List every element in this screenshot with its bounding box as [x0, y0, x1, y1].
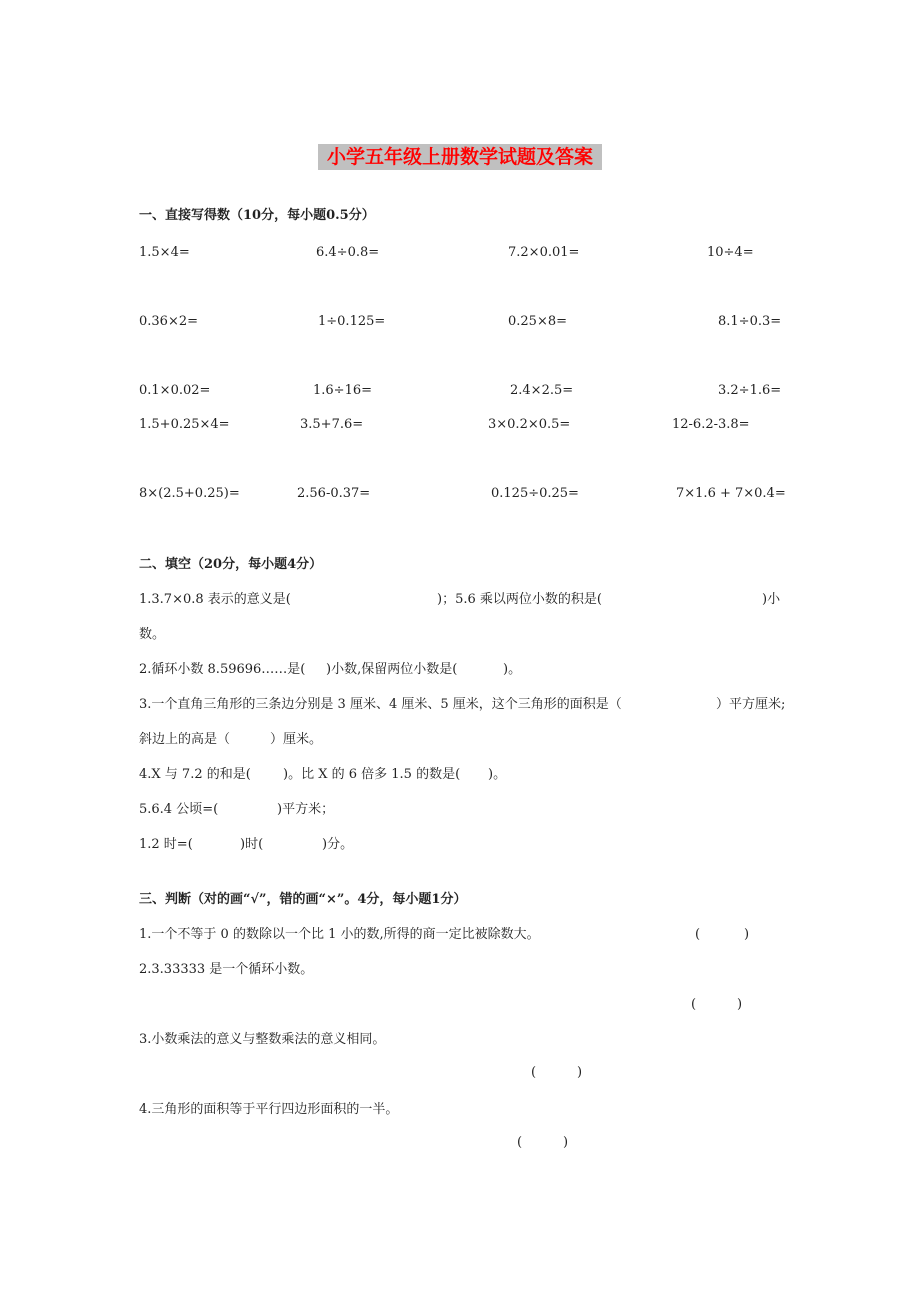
fill-q4-text: )。比 X 的 6 倍多 1.5 的数是(: [283, 767, 461, 782]
calculation-item: 0.25×8=: [508, 314, 568, 329]
section-1-heading: 一、直接写得数（10分，每小题0.5分）: [139, 208, 375, 223]
calculation-item: 1.6÷16=: [313, 383, 373, 398]
calculation-item: 0.125÷0.25=: [491, 486, 579, 501]
fill-q5-text: 5.6.4 公顷=(: [139, 802, 219, 817]
calculation-item: 7.2×0.01=: [508, 245, 580, 260]
calculation-item: 2.56-0.37=: [297, 486, 371, 501]
fill-q6-text: )分。: [322, 837, 354, 852]
section-2-heading: 二、填空（20分，每小题4分）: [139, 557, 323, 572]
answer-paren-open: (: [517, 1135, 523, 1150]
calculation-item: 3×0.2×0.5=: [488, 417, 571, 432]
answer-paren-open: (: [695, 927, 701, 942]
section-3-heading: 三、判断（对的画“√”，错的画“×”。4分，每小题1分）: [139, 892, 467, 907]
answer-paren-close: ): [744, 927, 750, 942]
fill-q4-text: 4.X 与 7.2 的和是(: [139, 767, 251, 782]
fill-q6-text: )时(: [240, 837, 264, 852]
judge-q1: 1.一个不等于 0 的数除以一个比 1 小的数,所得的商一定比被除数大。: [139, 927, 540, 942]
fill-q1-text: 数。: [139, 627, 166, 642]
calculation-item: 10÷4=: [707, 245, 754, 260]
calculation-item: 8×(2.5+0.25)=: [139, 486, 240, 501]
answer-paren-open: (: [531, 1065, 537, 1080]
fill-q1-text: )；5.6 乘以两位小数的积是(: [437, 592, 602, 607]
fill-q6-text: 1.2 时=(: [139, 837, 193, 852]
calculation-item: 12-6.2-3.8=: [672, 417, 750, 432]
judge-q4: 4.三角形的面积等于平行四边形面积的一半。: [139, 1102, 399, 1117]
fill-q5-text: )平方米；: [277, 802, 335, 817]
calculation-item: 0.36×2=: [139, 314, 199, 329]
fill-q2-text: 2.循环小数 8.59696……是(: [139, 662, 306, 677]
answer-paren-open: (: [691, 997, 697, 1012]
judge-q2: 2.3.33333 是一个循环小数。: [139, 962, 314, 977]
fill-q3-text: ）平方厘米;: [716, 697, 786, 712]
fill-q3-text: 3.一个直角三角形的三条边分别是 3 厘米、4 厘米、5 厘米，这个三角形的面积是（: [139, 697, 622, 712]
fill-q2-text: )。: [503, 662, 522, 677]
calculation-item: 2.4×2.5=: [510, 383, 574, 398]
calculation-item: 3.2÷1.6=: [718, 383, 782, 398]
fill-q4-text: )。: [488, 767, 507, 782]
fill-q3-text: ）厘米。: [270, 732, 323, 747]
calculation-item: 1.5×4=: [139, 245, 190, 260]
calculation-item: 1.5+0.25×4=: [139, 417, 230, 432]
page-title: 小学五年级上册数学试题及答案: [318, 144, 602, 170]
calculation-item: 3.5+7.6=: [300, 417, 364, 432]
calculation-item: 0.1×0.02=: [139, 383, 211, 398]
fill-q1-text: )小: [762, 592, 781, 607]
answer-paren-close: ): [563, 1135, 569, 1150]
answer-paren-close: ): [577, 1065, 583, 1080]
calculation-item: 8.1÷0.3=: [718, 314, 782, 329]
answer-paren-close: ): [737, 997, 743, 1012]
calculation-item: 6.4÷0.8=: [316, 245, 380, 260]
fill-q3-text: 斜边上的高是（: [139, 732, 231, 747]
calculation-item: 1÷0.125=: [318, 314, 386, 329]
judge-q3: 3.小数乘法的意义与整数乘法的意义相同。: [139, 1032, 386, 1047]
fill-q2-text: )小数,保留两位小数是(: [326, 662, 458, 677]
calculation-item: 7×1.6 + 7×0.4=: [676, 486, 786, 501]
fill-q1-text: 1.3.7×0.8 表示的意义是(: [139, 592, 291, 607]
